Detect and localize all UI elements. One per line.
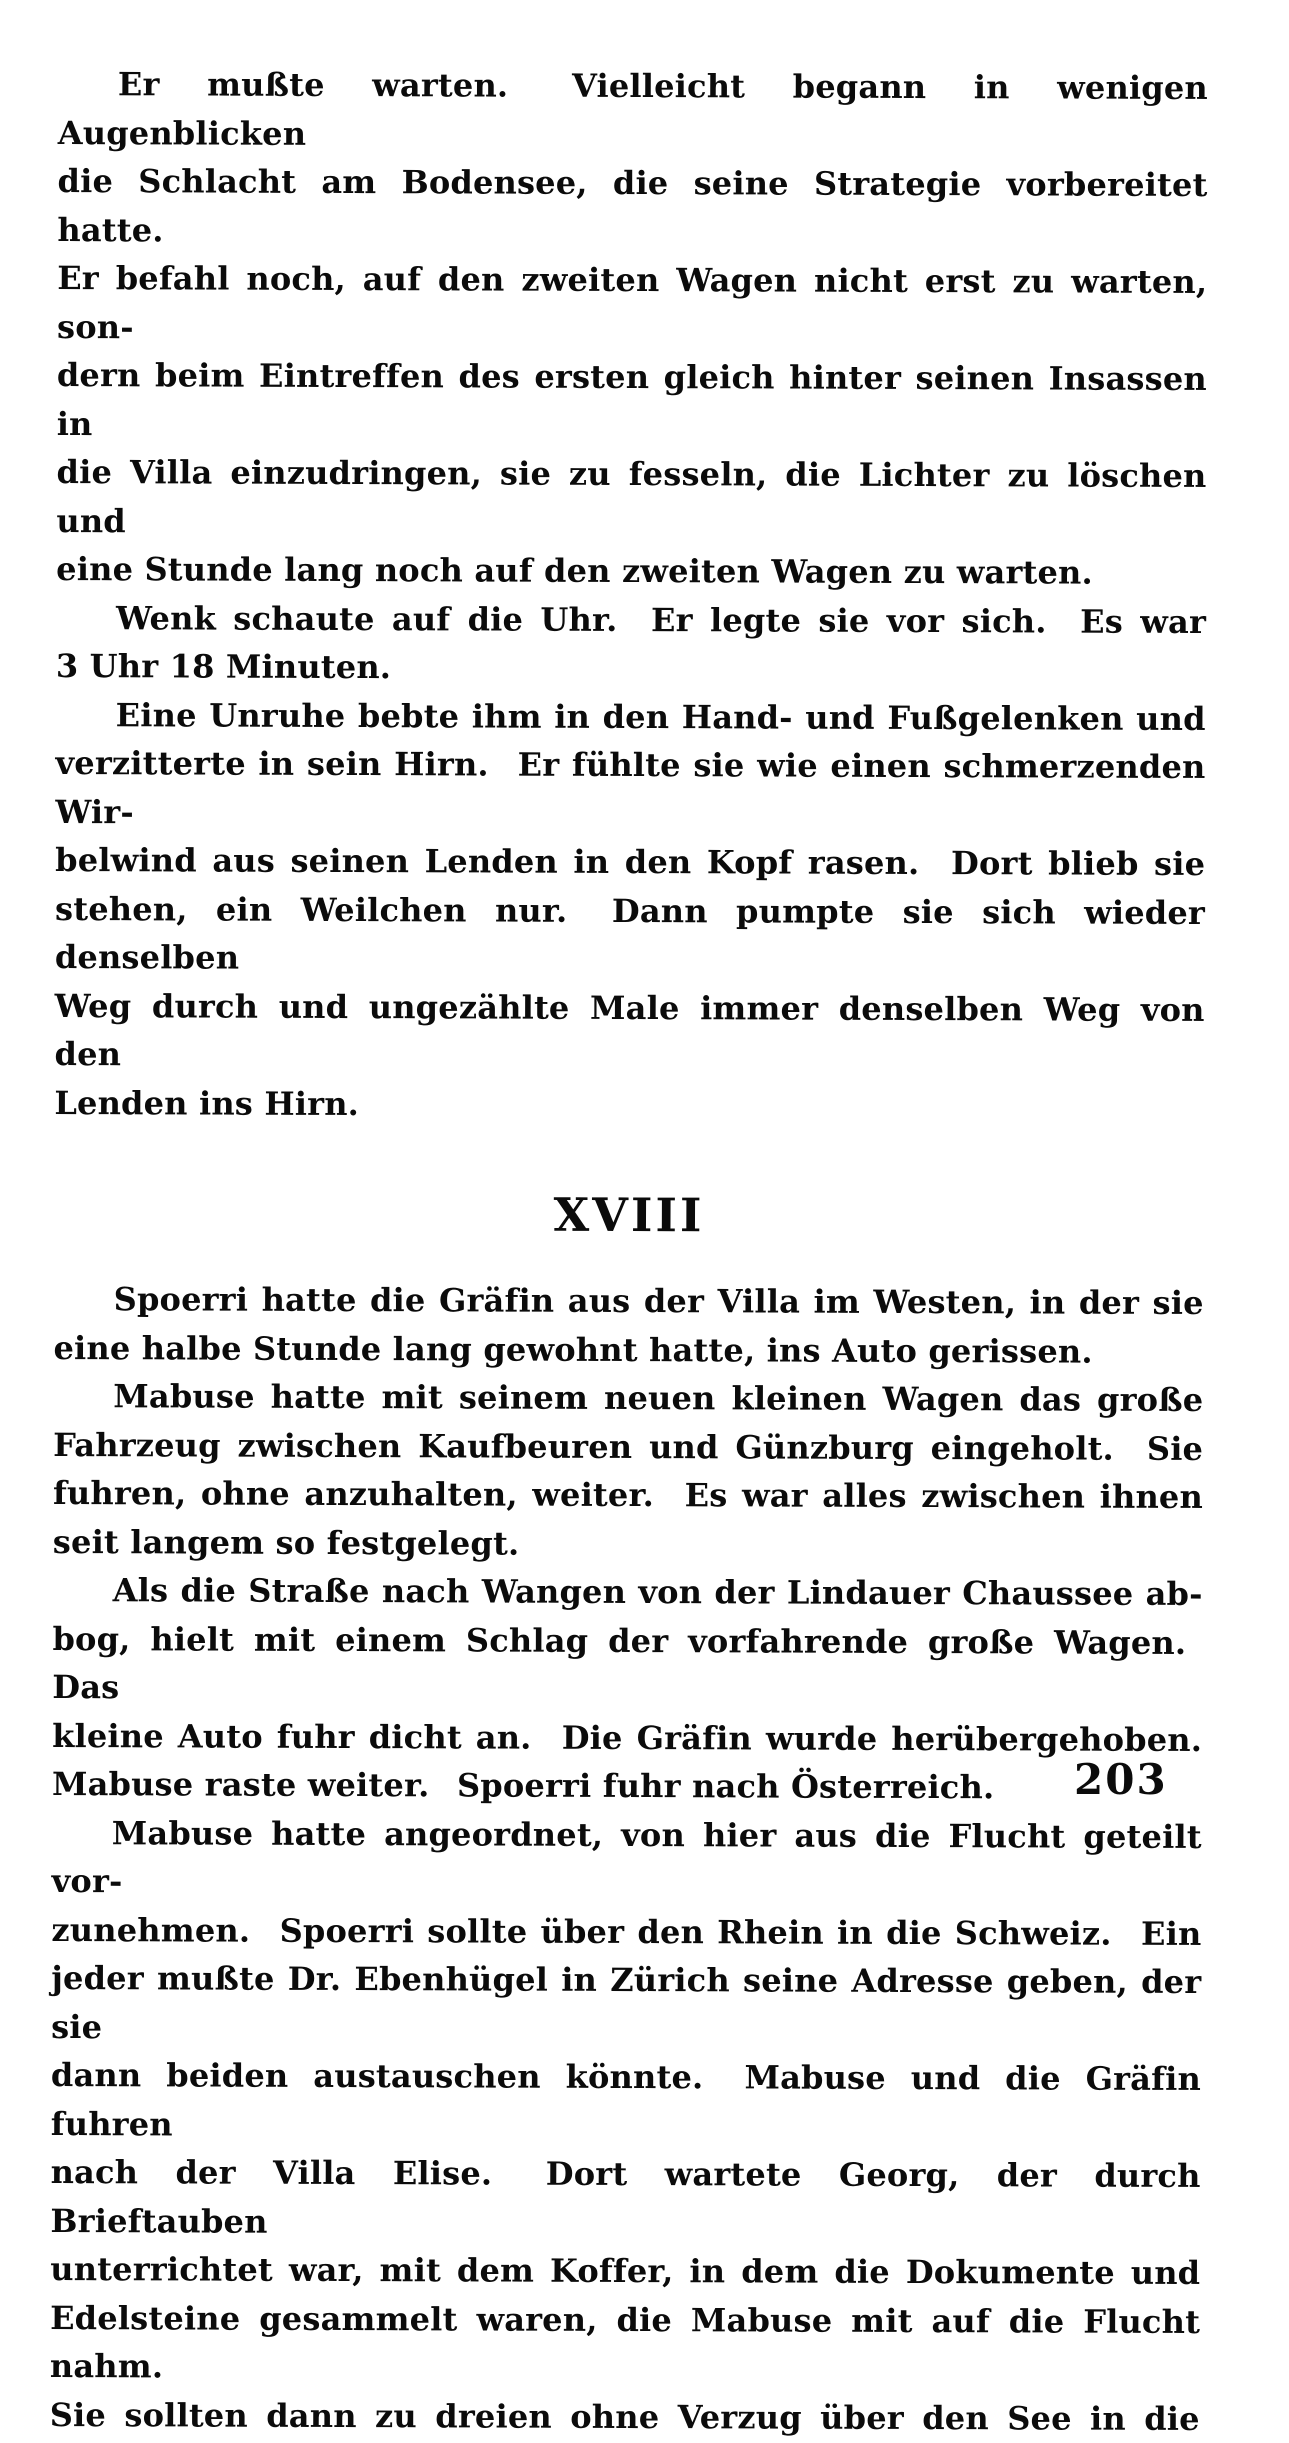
- text-line: Er befahl noch, auf den zweiten Wagen nicht erst zu warten, son-: [57, 258, 1208, 346]
- text-line: bog, hielt mit einem Schlag der vorfahrende große Wagen. Das: [52, 1619, 1203, 1707]
- text-line: Spoerri hatte die Gräfin aus der Villa im Westen, in der sie: [113, 1280, 1204, 1323]
- text-line: die Villa einzudringen, sie zu fesseln, die Lichter zu löschen und: [56, 452, 1207, 540]
- paragraphs-before-heading: [54, 60, 1208, 1131]
- text-line: stehen, ein Weilchen nur. Dann pumpte sie sich wieder denselben: [54, 889, 1206, 977]
- text-line: Mabuse hatte angeordnet, von hier aus die Flucht geteilt vor-: [51, 1813, 1202, 1901]
- text-line: Mabuse raste weiter. Spoerri fuhr nach Österreich.: [51, 1764, 995, 1807]
- text-line: Lenden ins Hirn.: [54, 1083, 360, 1123]
- text-line: Eine Unruhe bebte ihm in den Hand- und Fußgelenken und: [115, 695, 1206, 738]
- paragraph: [53, 1275, 1203, 1376]
- paragraph: [50, 1808, 1202, 2443]
- paragraphs-after-heading: [50, 1275, 1204, 2443]
- text-line: Edelsteine gesammelt waren, die Mabuse mit auf die Flucht nahm.: [49, 2298, 1201, 2386]
- text-line: unterrichtet war, mit dem Koffer, in dem die Dokumente und: [50, 2249, 1201, 2293]
- text-line: Weg durch und ungezählte Male immer denselben Weg von den: [54, 986, 1205, 1074]
- paragraph: [56, 593, 1206, 694]
- text-line: nach der Villa Elise. Dort wartete Georg, der durch Brieftauben: [50, 2152, 1201, 2241]
- text-line: 3 Uhr 18 Minuten.: [55, 646, 392, 687]
- text-line: dann beiden austauschen könnte. Mabuse und die Gräfin fuhren: [50, 2055, 1202, 2143]
- text-line: Als die Straße nach Wangen von der Lindauer Chaussee ab-: [112, 1571, 1203, 1614]
- paragraph: [53, 1372, 1204, 1570]
- paragraph: [54, 690, 1206, 1131]
- text-line: jeder mußte Dr. Ebenhügel in Zürich seine Adresse geben, der sie: [51, 1958, 1202, 2046]
- text-line: belwind aus seinen Lenden in den Kopf rasen. Dort blieb sie: [55, 840, 1206, 884]
- text-line: die Schlacht am Bodensee, die seine Strategie vorbereitet hatte.: [57, 161, 1208, 249]
- chapter-heading: XVIII: [553, 1187, 705, 1243]
- paragraph: [52, 1566, 1203, 1813]
- text-line: verzitterte in sein Hirn. Er fühlte sie wie einen schmerzenden Wir-: [55, 743, 1206, 831]
- text-line: dern beim Eintreffen des ersten gleich hinter seinen Insassen in: [56, 355, 1207, 443]
- text-line: Fahrzeug zwischen Kaufbeuren und Günzburg eingeholt. Sie: [53, 1425, 1204, 1468]
- text-line: eine halbe Stunde lang gewohnt hatte, ins Auto gerissen.: [53, 1328, 1093, 1371]
- text-line: eine Stunde lang noch auf den zweiten Wagen zu warten.: [56, 549, 1093, 592]
- text-line: Wenk schaute auf die Uhr. Er legte sie vor sich. Es war: [115, 598, 1207, 641]
- text-line: zunehmen. Spoerri sollte über den Rhein in die Schweiz. Ein: [51, 1910, 1202, 1953]
- text-line: seit langem so festgelegt.: [52, 1522, 520, 1563]
- paragraph: [56, 60, 1208, 598]
- text-line: fuhren, ohne anzuhalten, weiter. Es war alles zwischen ihnen: [52, 1473, 1204, 1517]
- page-number: 203: [1074, 1755, 1168, 1804]
- text-line: kleine Auto fuhr dicht an. Die Gräfin wurde herübergehoben.: [52, 1716, 1203, 1759]
- text-block: [50, 60, 1208, 2443]
- text-line: Sie sollten dann zu dreien ohne Verzug über den See in die: [49, 2395, 1200, 2438]
- text-line: Er mußte warten. Vielleicht begann in wenigen Augenblicken: [57, 65, 1208, 153]
- text-line: Mabuse hatte mit seinem neuen kleinen Wagen das große: [113, 1377, 1204, 1420]
